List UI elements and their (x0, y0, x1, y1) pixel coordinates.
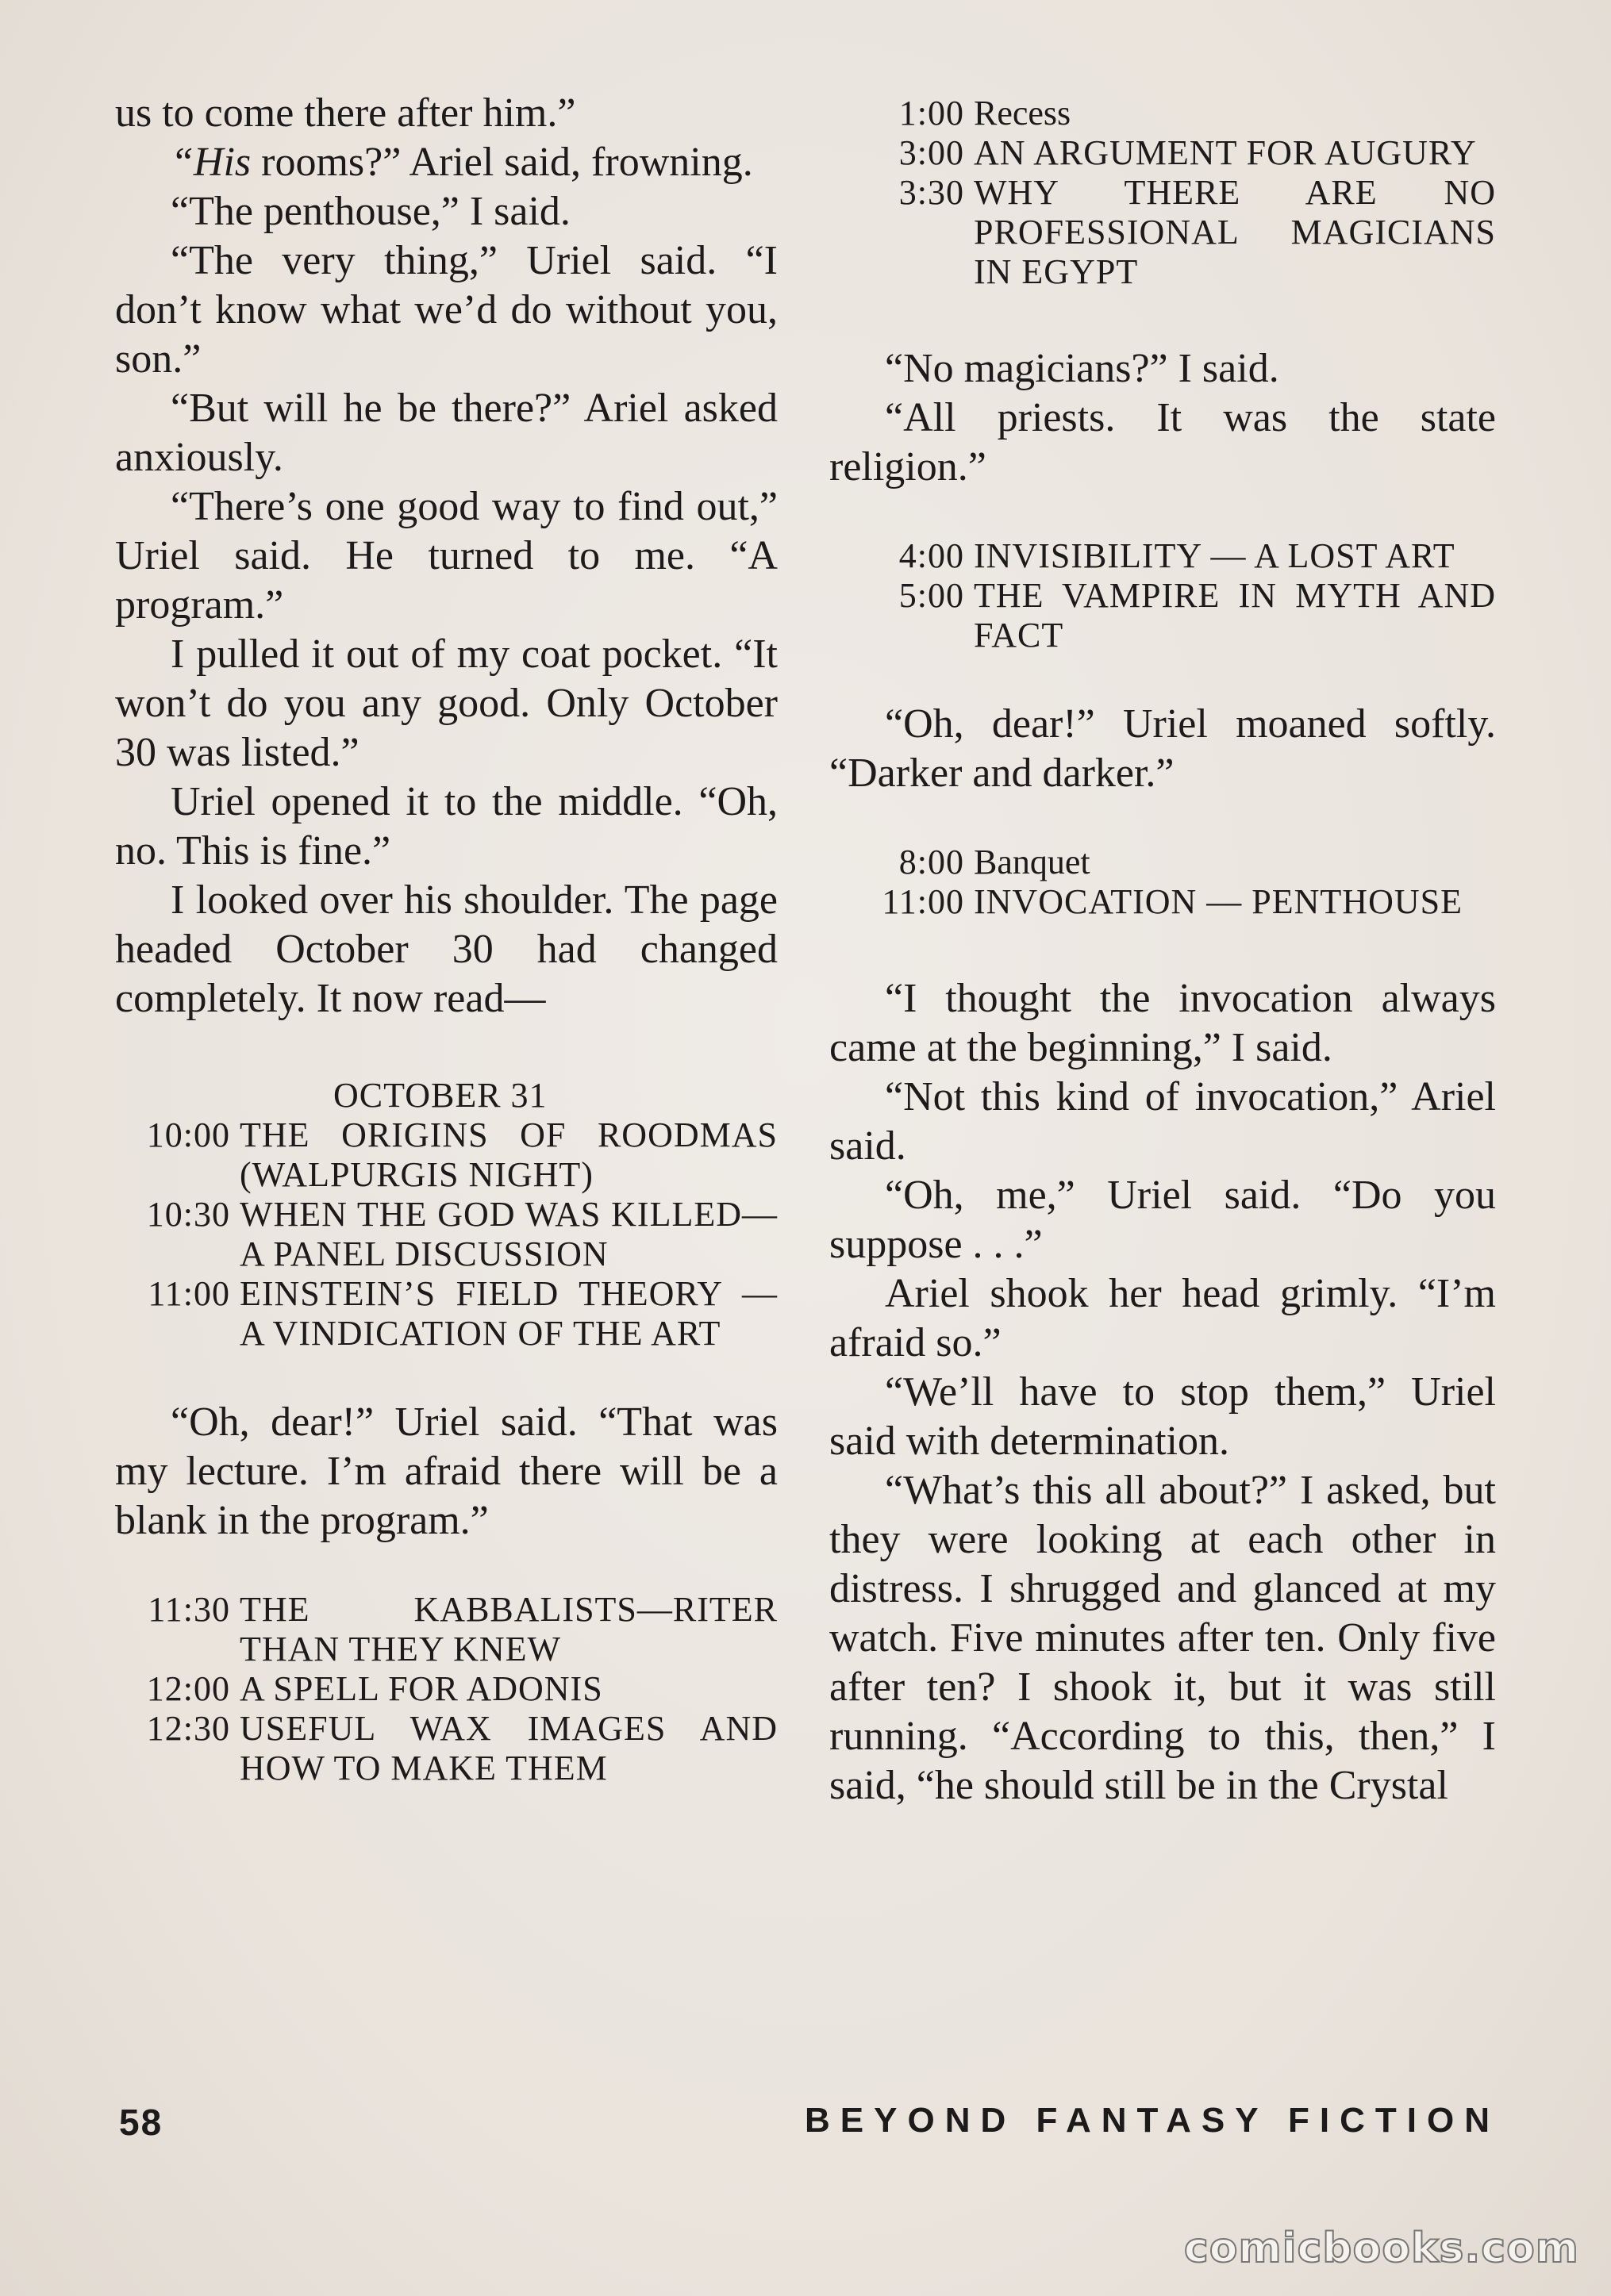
paragraph: I looked over his shoulder. The page headed October 30 had changed completely. It now read— (115, 877, 778, 1021)
schedule-time: 10:30 (146, 1195, 230, 1234)
schedule-item (115, 1274, 778, 1353)
schedule-time: 11:00 (148, 1274, 230, 1313)
paragraph: “The penthouse,” I said. (171, 189, 571, 234)
emphasis-text: “His (171, 140, 252, 185)
paragraph: “There’s one good way to find out,” Uriel said. He turned to me. “A program.” (115, 484, 778, 628)
schedule-time: 5:00 (898, 576, 964, 615)
paragraph: “All priests. It was the state religion.” (829, 395, 1496, 490)
schedule-title: Banquet (974, 843, 1090, 881)
schedule-title: INVOCATION — PENTHOUSE (974, 882, 1463, 921)
paragraph: I pulled it out of my coat pocket. “It won’t do you any good. Only October 30 was listed.” (115, 632, 778, 775)
paragraph: us to come there after him.” (115, 90, 576, 136)
schedule-item (115, 1669, 778, 1709)
left-column (115, 89, 778, 1788)
paragraph: “I thought the invocation always came at the beginning,” I said. (829, 976, 1496, 1070)
schedule-item (829, 882, 1496, 922)
program-schedule (115, 1590, 778, 1788)
schedule-time: 4:00 (898, 536, 964, 575)
paragraph: Uriel opened it to the middle. “Oh, no. This is fine.” (115, 779, 778, 873)
paragraph: “The very thing,” Uriel said. “I don’t know what we’d do without you, son.” (115, 238, 778, 382)
paragraph: Ariel shook her head grimly. “I’m afraid so.” (829, 1271, 1496, 1365)
schedule-time: 3:00 (898, 133, 964, 172)
schedule-item (115, 1709, 778, 1788)
schedule-item (829, 173, 1496, 292)
schedule-heading: OCTOBER 31 (333, 1076, 548, 1115)
schedule-title: INVISIBILITY — A LOST ART (974, 536, 1455, 575)
schedule-item (829, 843, 1496, 882)
schedule-title: AN ARGUMENT FOR AUGURY (974, 133, 1477, 172)
schedule-time: 11:30 (148, 1590, 230, 1629)
schedule-title: THE ORIGINS OF ROODMAS (WALPURGIS NIGHT) (240, 1115, 778, 1194)
schedule-item (829, 94, 1496, 133)
schedule-title: WHY THERE ARE NO PROFESSIONAL MAGICIANS IN EGYPT (974, 173, 1496, 291)
schedule-title: WHEN THE GOD WAS KILLED—A PANEL DISCUSSION (240, 1195, 778, 1273)
schedule-title: THE VAMPIRE IN MYTH AND FACT (974, 576, 1496, 655)
schedule-title: THE KABBALISTS—RITER THAN THEY KNEW (240, 1590, 778, 1668)
schedule-title: EINSTEIN’S FIELD THEORY — A VINDICATION OF THE ART (240, 1274, 778, 1353)
schedule-item (115, 1195, 778, 1274)
program-schedule (829, 94, 1496, 292)
schedule-item (115, 1115, 778, 1195)
schedule-time: 8:00 (898, 843, 964, 881)
paragraph: “Oh, me,” Uriel said. “Do you suppose . . .” (829, 1173, 1496, 1267)
paragraph: “But will he be there?” Ariel asked anxiously. (115, 386, 778, 480)
running-footer-title: BEYOND FANTASY FICTION (805, 2101, 1500, 2140)
paragraph: “Oh, dear!” Uriel moaned softly. “Darker and darker.” (829, 701, 1496, 796)
schedule-time: 1:00 (898, 94, 964, 132)
paragraph: “Not this kind of invocation,” Ariel said. (829, 1074, 1496, 1169)
paragraph-text: rooms?” Ariel said, frowning. (251, 140, 753, 185)
schedule-title: USEFUL WAX IMAGES AND HOW TO MAKE THEM (240, 1709, 778, 1787)
paragraph (115, 138, 778, 187)
schedule-time: 10:00 (146, 1115, 230, 1154)
paragraph: “We’ll have to stop them,” Uriel said with determination. (829, 1369, 1496, 1464)
schedule-time: 11:00 (882, 882, 964, 921)
schedule-title: Recess (974, 94, 1071, 132)
schedule-title: A SPELL FOR ADONIS (240, 1669, 603, 1708)
schedule-time: 12:30 (146, 1709, 230, 1748)
paragraph: “What’s this all about?” I asked, but they were looking at each other in distress. I shrugged and glanced at my watch. Five minutes after ten. Only five after ten? I shook it, but it was still running. “According to this, then,” I said, “he should still be in the Crystal (829, 1468, 1496, 1808)
paragraph: “No magicians?” I said. (885, 346, 1279, 391)
schedule-item (829, 133, 1496, 173)
watermark: comicbooks.com (1183, 2225, 1579, 2272)
schedule-item (115, 1590, 778, 1669)
schedule-time: 3:30 (898, 173, 964, 212)
program-schedule (829, 536, 1496, 655)
schedule-item (829, 536, 1496, 576)
program-schedule (115, 1076, 778, 1353)
schedule-time: 12:00 (146, 1669, 230, 1708)
program-schedule (829, 843, 1496, 922)
schedule-item (829, 576, 1496, 655)
right-column (829, 94, 1496, 1810)
page-number: 58 (119, 2102, 163, 2143)
paragraph: “Oh, dear!” Uriel said. “That was my lecture. I’m afraid there will be a blank in the program.” (115, 1399, 778, 1543)
